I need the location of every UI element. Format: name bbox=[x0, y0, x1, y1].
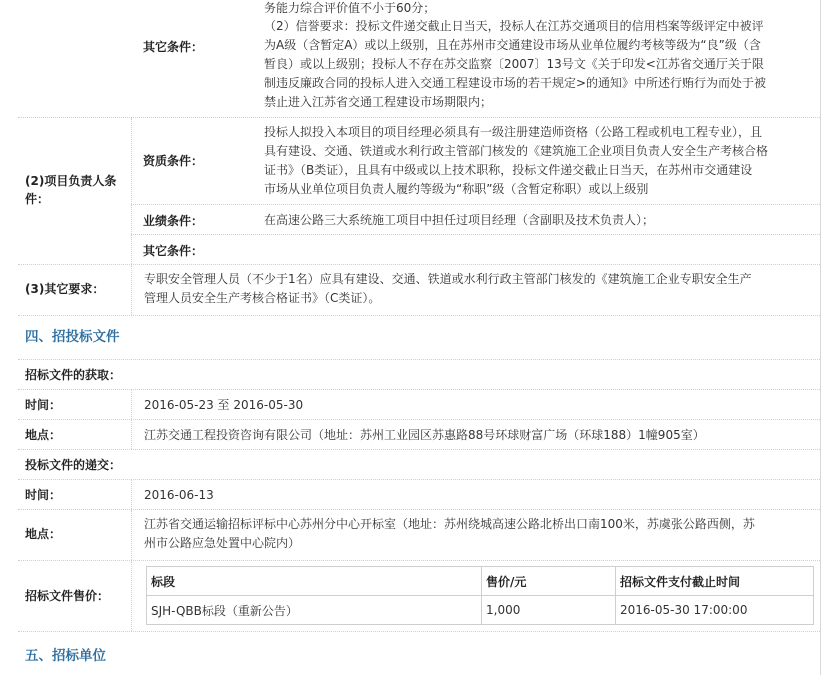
section-5-row bbox=[18, 632, 820, 675]
pm-other-label: 其它条件： bbox=[143, 244, 204, 258]
qualification-block bbox=[131, 118, 820, 205]
divider bbox=[131, 561, 132, 631]
divider bbox=[131, 265, 132, 315]
obtain-row bbox=[18, 360, 820, 390]
submit-place-row bbox=[18, 510, 820, 561]
submit-time-row bbox=[18, 480, 820, 510]
performance-label: 业绩条件： bbox=[143, 214, 204, 228]
qual-text-line: 市场从业单位项目负责人履约等级为“称职”级（含暂定称职）或以上级别 bbox=[264, 182, 649, 196]
top-text-line: 务能力综合评价值不小于60分； bbox=[264, 1, 436, 15]
qual-text-line: 证书》（B类证），且具有中级或以上技术职称，投标文件递交截止日当天，在苏州市交通建设 bbox=[264, 163, 753, 177]
submit-row bbox=[18, 450, 820, 480]
divider bbox=[131, 480, 132, 509]
section-4-title: 四、招投标文件 bbox=[25, 329, 120, 345]
qual-text-line: 具有建设、交通、铁道或水利行政主管部门核发的《建筑施工企业项目负责人安全生产考核合格 bbox=[264, 144, 769, 158]
top-other-conditions-row bbox=[18, 0, 820, 118]
top-text-line: 禁止进入江苏省交通工程建设市场期限内； bbox=[264, 95, 493, 109]
pm-conditions-label bbox=[25, 172, 116, 208]
submit-place-line: 州市公路应急处置中心院内） bbox=[144, 536, 301, 550]
obtain-place-row bbox=[18, 420, 820, 450]
table-cell: 1,000 bbox=[482, 596, 616, 625]
pm-label-line: (2)项目负责人条 bbox=[25, 174, 117, 188]
section-5-title: 五、招标单位 bbox=[25, 648, 106, 664]
other-requirements-row bbox=[18, 265, 820, 316]
obtain-time-value: 2016-05-23 至 2016-05-30 bbox=[144, 398, 304, 412]
performance-text: 在高速公路三大系统施工项目中担任过项目经理（含副职及技术负责人）； bbox=[264, 213, 655, 227]
section-4-row bbox=[18, 316, 820, 360]
submit-time-value: 2016-06-13 bbox=[144, 488, 214, 502]
top-text-line: 为A级（含暂定A）或以上级别，且在苏州市交通建设市场从业单位履约考核等级为“良”级（含 bbox=[264, 38, 761, 52]
obtain-place-value: 江苏交通工程投资咨询有限公司（地址：苏州工业园区苏惠路88号环球财富广场（环球188）1幢905室） bbox=[144, 428, 705, 442]
table-header-cell: 售价/元 bbox=[482, 567, 616, 596]
fee-label: 招标文件售价： bbox=[25, 589, 110, 603]
pm-other-block bbox=[131, 235, 820, 264]
table-cell: 2016-05-30 17:00:00 bbox=[616, 596, 814, 625]
other-req-line: 专职安全管理人员（不少于1名）应具有建设、交通、铁道或水利行政主管部门核发的《建筑施工企业专职安全生产 bbox=[144, 272, 752, 286]
other-conditions-label: 其它条件： bbox=[143, 40, 204, 54]
submit-place-label: 地点： bbox=[25, 527, 62, 541]
submit-place-line: 江苏省交通运输招标评标中心苏州分中心开标室（地址：苏州绕城高速公路北桥出口南100米，苏虞张公路西侧，苏 bbox=[144, 517, 755, 531]
qualification-label: 资质条件： bbox=[143, 154, 204, 168]
obtain-time-label: 时间： bbox=[25, 398, 62, 412]
top-text-line: 制违反廉政合同的投标人进入交通工程建设市场的若干规定>的通知》中所述行贿行为而处于被 bbox=[264, 76, 767, 90]
fee-table bbox=[146, 566, 814, 625]
top-text-line: 暂良）或以上级别；投标人不存在苏交监察〔2007〕13号文《关于印发<江苏省交通厅关于限 bbox=[264, 57, 764, 71]
performance-block bbox=[131, 205, 820, 235]
pm-conditions-row bbox=[18, 118, 820, 265]
submit-time-label: 时间： bbox=[25, 488, 62, 502]
table-header-row bbox=[147, 567, 814, 596]
submit-label: 投标文件的递交： bbox=[25, 458, 122, 472]
obtain-time-row bbox=[18, 390, 820, 420]
obtain-label: 招标文件的获取： bbox=[25, 368, 122, 382]
divider bbox=[131, 510, 132, 560]
other-req-line: 管理人员安全生产考核合格证书》（C类证）。 bbox=[144, 291, 381, 305]
pm-label-line: 件： bbox=[25, 192, 50, 206]
divider bbox=[131, 420, 132, 449]
table-header-cell: 标段 bbox=[147, 567, 482, 596]
table-row bbox=[147, 596, 814, 625]
obtain-place-label: 地点： bbox=[25, 428, 62, 442]
divider bbox=[131, 390, 132, 419]
other-requirements-label: (3)其它要求： bbox=[25, 282, 105, 296]
top-text-line: （2）信誉要求：投标文件递交截止日当天，投标人在江苏交通项目的信用档案等级评定中被评 bbox=[264, 19, 764, 33]
qual-text-line: 投标人拟投入本项目的项目经理必须具有一级注册建造师资格（公路工程或机电工程专业），且 bbox=[264, 125, 763, 139]
table-cell: SJH-QBB标段（重新公告） bbox=[147, 596, 482, 625]
table-header-cell: 招标文件支付截止时间 bbox=[616, 567, 814, 596]
